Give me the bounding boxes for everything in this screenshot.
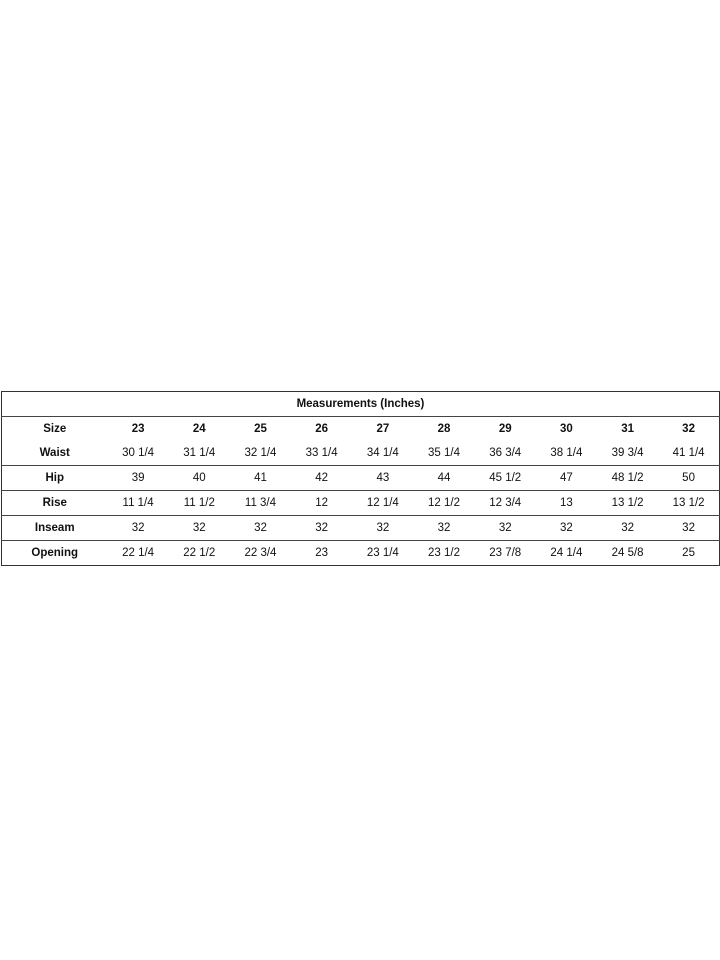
measurement-cell: 32 1/4 [230,441,291,466]
size-header-cell: 25 [254,423,267,435]
table-row-rise [2,491,720,516]
measurement-cell: 30 1/4 [108,441,169,466]
measurement-cell: 34 1/4 [352,441,413,466]
measurement-cell: 32 [413,516,474,541]
measurement-cell: 44 [413,466,474,491]
size-header-cell: 31 [621,423,634,435]
measurement-cell: 32 [597,516,658,541]
measurement-cell: 32 [536,516,597,541]
measurement-cell: 23 1/4 [366,547,399,559]
measurement-cell: 13 1/2 [597,491,658,516]
size-header-label: Size [43,423,67,435]
measurement-cell: 13 1/2 [658,491,719,516]
size-header-row [2,417,720,442]
measurement-cell: 24 1/4 [550,547,583,559]
measurement-cell: 33 1/4 [291,441,352,466]
table-row-hip [2,466,720,491]
measurement-cell: 24 5/8 [611,547,644,559]
size-header-cell: 24 [192,423,206,435]
size-header-cell: 29 [498,423,512,435]
measurement-cell: 12 [291,491,352,516]
measurement-cell: 41 1/4 [658,441,719,466]
measurement-cell: 41 [230,466,291,491]
measurement-cell: 32 [352,516,413,541]
size-chart [1,391,719,566]
measurement-cell: 12 3/4 [475,491,536,516]
measurement-cell: 22 3/4 [244,547,277,559]
measurement-cell: 32 [291,516,352,541]
measurement-cell: 22 1/2 [183,547,216,559]
measurement-cell: 23 [315,547,329,559]
measurement-cell: 38 1/4 [536,441,597,466]
row-label: Opening [31,547,79,559]
measurement-cell: 11 1/4 [108,491,169,516]
size-header-cell: 28 [437,423,451,435]
measurement-cell: 25 [682,547,695,559]
table-body [2,441,720,566]
measurement-cell: 42 [291,466,352,491]
measurement-cell: 39 [108,466,169,491]
measurement-cell: 32 [169,516,230,541]
measurement-cell: 32 [475,516,536,541]
measurement-cell: 12 1/4 [352,491,413,516]
table-row-inseam [2,516,720,541]
measurement-cell: 47 [536,466,597,491]
measurement-cell: 45 1/2 [475,466,536,491]
measurement-cell: 48 1/2 [597,466,658,491]
size-header-cell: 26 [315,423,329,435]
measurement-cell: 50 [658,466,719,491]
table-row-waist [2,441,720,466]
row-label: Hip [2,466,108,491]
measurement-cell: 11 1/2 [169,491,230,516]
measurement-cell: 43 [352,466,413,491]
measurement-cell: 22 1/4 [122,547,155,559]
measurement-cell: 32 [108,516,169,541]
measurement-cell: 23 7/8 [489,547,522,559]
measurement-cell: 13 [536,491,597,516]
measurement-cell: 39 3/4 [597,441,658,466]
measurement-cell: 35 1/4 [413,441,474,466]
measurement-cell: 23 1/2 [428,547,461,559]
size-header-cell: 23 [131,423,145,435]
measurement-cell: 40 [169,466,230,491]
size-header-cell: 27 [376,423,390,435]
row-label: Inseam [2,516,108,541]
size-header-cell: 32 [682,423,695,435]
measurement-cell: 36 3/4 [475,441,536,466]
size-header-cell: 30 [560,423,573,435]
row-label: Waist [2,441,108,466]
measurement-cell: 11 3/4 [230,491,291,516]
measurement-cell: 32 [230,516,291,541]
measurement-cell: 12 1/2 [413,491,474,516]
row-label: Rise [2,491,108,516]
title-row [2,392,720,417]
measurement-cell: 32 [658,516,719,541]
measurement-cell: 31 1/4 [169,441,230,466]
measurements-table [1,391,720,566]
table-row-opening [2,541,720,566]
table-title: Measurements (Inches) [2,392,720,417]
